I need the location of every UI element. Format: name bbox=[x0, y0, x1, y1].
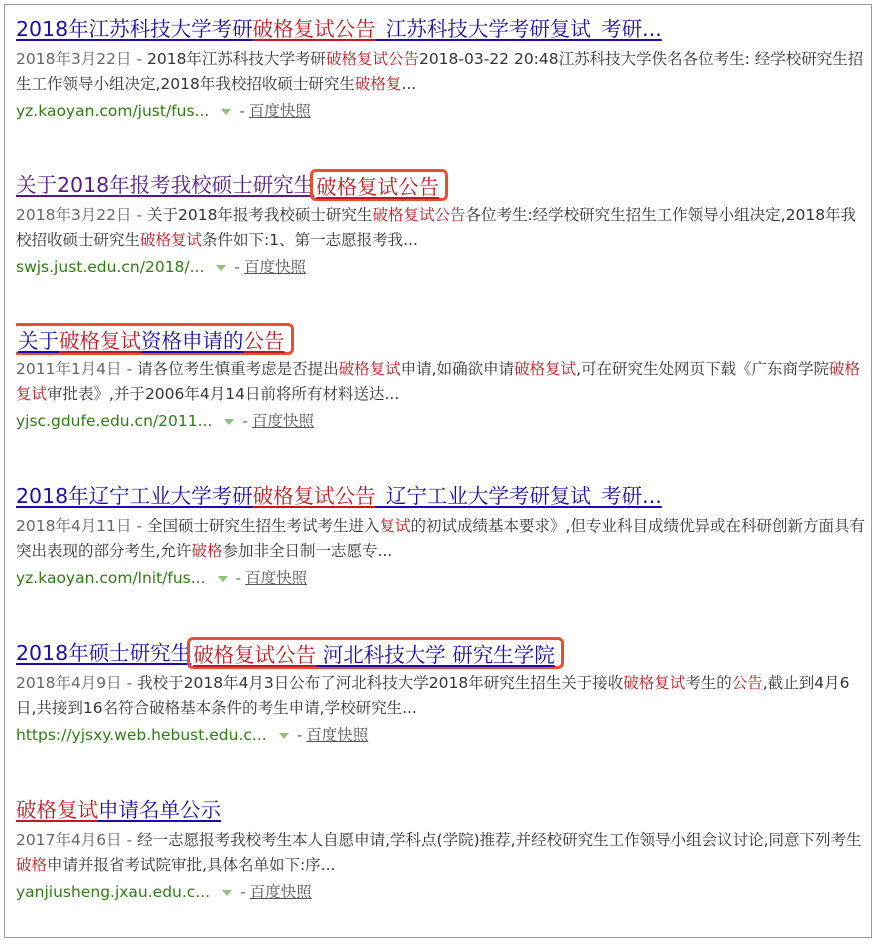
result-title-link[interactable] bbox=[16, 13, 866, 45]
search-result bbox=[16, 794, 866, 904]
snippet-keyword: 破格复试公告 bbox=[372, 206, 466, 224]
search-result bbox=[16, 480, 866, 590]
result-url-line bbox=[16, 723, 866, 747]
search-results-panel bbox=[4, 4, 872, 938]
result-title-link[interactable] bbox=[16, 323, 866, 355]
result-url[interactable]: swjs.just.edu.cn/2018/... bbox=[16, 258, 205, 276]
chevron-down-icon[interactable] bbox=[218, 576, 228, 582]
result-title-segment: 破格复试 bbox=[16, 798, 98, 822]
cache-snapshot-link[interactable]: 百度快照 bbox=[249, 883, 312, 901]
cache-snapshot-link[interactable]: 百度快照 bbox=[245, 569, 308, 587]
result-title-segment: 河北科技大学 研究生学院 bbox=[316, 643, 555, 667]
result-title-segment: _江苏科技大学考研复试_考研... bbox=[375, 17, 662, 41]
result-snippet bbox=[16, 203, 866, 253]
result-title-segment: 公告 bbox=[243, 329, 285, 353]
result-url-line bbox=[16, 566, 866, 590]
snippet-text: 全国硕士研究生招生考试考生进入 bbox=[146, 517, 380, 535]
snippet-text: 关于2018年报考我校硕士研究生 bbox=[146, 206, 373, 224]
snippet-keyword: 破格复试 bbox=[514, 360, 577, 378]
cache-snapshot-link[interactable]: 百度快照 bbox=[248, 102, 311, 120]
url-separator: - bbox=[240, 883, 246, 901]
result-snippet bbox=[16, 47, 866, 97]
result-url[interactable]: yjsc.gdufe.edu.cn/2011... bbox=[16, 412, 213, 430]
result-url-line bbox=[16, 409, 866, 433]
highlight-annotation-box bbox=[16, 323, 294, 355]
snippet-keyword: 破格复试 bbox=[338, 360, 401, 378]
url-separator: - bbox=[239, 102, 245, 120]
result-snippet bbox=[16, 357, 866, 407]
snippet-text: 经一志愿报考我校考生本人自愿申请,学科点(学院)推荐,并经校研究生工作领导小组会议讨论,同意下列考生 bbox=[137, 831, 862, 849]
result-title-link[interactable] bbox=[16, 637, 866, 669]
snippet-text: 参加非全日制一志愿专... bbox=[222, 542, 393, 560]
date-separator: - bbox=[121, 360, 138, 378]
result-title-segment: 2018年辽宁工业大学考研 bbox=[16, 484, 253, 508]
chevron-down-icon[interactable] bbox=[279, 733, 289, 739]
result-title-segment: 破格复试公告 bbox=[252, 484, 376, 508]
result-snippet bbox=[16, 514, 866, 564]
url-separator: - bbox=[242, 412, 248, 430]
result-title-segment: 关于 bbox=[18, 329, 59, 353]
result-title-segment: 破格复试公告 bbox=[316, 175, 440, 199]
url-separator: - bbox=[296, 726, 303, 744]
result-title-link[interactable] bbox=[16, 794, 866, 826]
search-result bbox=[16, 169, 866, 279]
search-result bbox=[16, 13, 866, 123]
snippet-text: 考生的 bbox=[685, 674, 732, 692]
search-result bbox=[16, 323, 866, 433]
snippet-text: ,可在研究生处网页下载《广东商学院 bbox=[576, 360, 830, 378]
highlight-annotation-box bbox=[310, 169, 448, 201]
result-url-line bbox=[16, 99, 866, 123]
result-title-segment: _辽宁工业大学考研复试_考研... bbox=[375, 484, 662, 508]
chevron-down-icon[interactable] bbox=[222, 890, 232, 896]
snippet-keyword: 破格复试公告 bbox=[325, 50, 419, 68]
result-title-link[interactable] bbox=[16, 169, 866, 201]
result-url[interactable]: yz.kaoyan.com/lnit/fus... bbox=[16, 569, 206, 587]
result-date: 2018年3月22日 bbox=[16, 50, 132, 68]
cache-snapshot-link[interactable]: 百度快照 bbox=[244, 258, 307, 276]
result-title-segment: 关于2018年报考我校硕士研究生 bbox=[16, 173, 315, 197]
date-separator: - bbox=[131, 517, 147, 535]
snippet-keyword: 破格复试 bbox=[623, 674, 686, 692]
result-url[interactable]: https://yjsxy.web.hebust.edu.c... bbox=[16, 726, 267, 744]
snippet-keyword: 破格复试 bbox=[140, 231, 203, 249]
search-result bbox=[16, 637, 866, 747]
result-url[interactable]: yanjiusheng.jxau.edu.c... bbox=[16, 883, 211, 901]
snippet-text: 请各位考生慎重考虑是否提出 bbox=[137, 360, 339, 378]
result-title-segment: 2018年江苏科技大学考研 bbox=[16, 17, 253, 41]
snippet-text: 各位考生:经学校研究生招生工作领导小组决定,2018年我校招收硕士研究生 bbox=[16, 206, 857, 249]
result-date: 2018年4月9日 bbox=[16, 674, 122, 692]
result-url-line bbox=[16, 255, 866, 279]
snippet-text: 2018年江苏科技大学考研 bbox=[146, 50, 326, 68]
url-separator: - bbox=[235, 569, 242, 587]
result-url-line bbox=[16, 880, 866, 904]
date-separator: - bbox=[121, 831, 138, 849]
result-title-segment: 申请名单公示 bbox=[98, 798, 221, 822]
date-separator: - bbox=[131, 206, 147, 224]
snippet-keyword: 破格复试 bbox=[16, 360, 861, 403]
date-separator: - bbox=[131, 50, 147, 68]
result-date: 2018年3月22日 bbox=[16, 206, 132, 224]
result-date: 2018年4月11日 bbox=[16, 517, 132, 535]
cache-snapshot-link[interactable]: 百度快照 bbox=[251, 412, 314, 430]
chevron-down-icon[interactable] bbox=[224, 419, 234, 425]
snippet-keyword: 复试 bbox=[379, 517, 411, 535]
result-title-segment: 资格申请的 bbox=[141, 329, 244, 353]
chevron-down-icon[interactable] bbox=[221, 109, 231, 115]
snippet-text: 的初试成绩基本要求》,但专业科目成绩优异或在科研创新方面具有突出表现的部分考生,允许 bbox=[16, 517, 865, 560]
result-snippet bbox=[16, 828, 866, 878]
chevron-down-icon[interactable] bbox=[216, 265, 226, 271]
result-title-segment: 破格复试公告 bbox=[252, 17, 376, 41]
date-separator: - bbox=[121, 674, 138, 692]
snippet-text: 我校于2018年4月3日公布了河北科技大学2018年研究生招生关于接收 bbox=[137, 674, 624, 692]
cache-snapshot-link[interactable]: 百度快照 bbox=[306, 726, 369, 744]
snippet-text: 申请,如确欲申请 bbox=[400, 360, 515, 378]
snippet-text: ... bbox=[401, 75, 417, 93]
result-title-segment: 破格复试 bbox=[59, 329, 141, 353]
snippet-keyword: 破格 bbox=[16, 856, 48, 874]
result-title-link[interactable] bbox=[16, 480, 866, 512]
highlight-annotation-box bbox=[187, 637, 564, 669]
snippet-keyword: 破格复 bbox=[354, 75, 402, 93]
snippet-text: 条件如下:1、第一志愿报考我... bbox=[202, 231, 418, 249]
result-date: 2017年4月6日 bbox=[16, 831, 122, 849]
result-title-segment: 破格复试公告 bbox=[193, 643, 317, 667]
snippet-keyword: 破格 bbox=[191, 542, 223, 560]
url-separator: - bbox=[234, 258, 241, 276]
snippet-keyword: 公告 bbox=[731, 674, 763, 692]
result-url[interactable]: yz.kaoyan.com/just/fus... bbox=[16, 102, 210, 120]
snippet-text: 申请并报省考试院审批,具体名单如下:序... bbox=[47, 856, 336, 874]
result-title-segment: 2018年硕士研究生 bbox=[16, 641, 192, 665]
result-date: 2011年1月4日 bbox=[16, 360, 122, 378]
result-snippet bbox=[16, 671, 866, 721]
snippet-text: ,截止到4月6日,共接到16名符合破格基本条件的考生申请,学校研究生... bbox=[16, 674, 850, 717]
snippet-text: 审批表》,并于2006年4月14日前将所有材料送达... bbox=[47, 385, 400, 403]
snippet-text: 2018-03-22 20:48江苏科技大学佚名各位考生: 经学校研究生招生工作领导小组决定,2018年我校招收硕士研究生 bbox=[16, 50, 864, 93]
